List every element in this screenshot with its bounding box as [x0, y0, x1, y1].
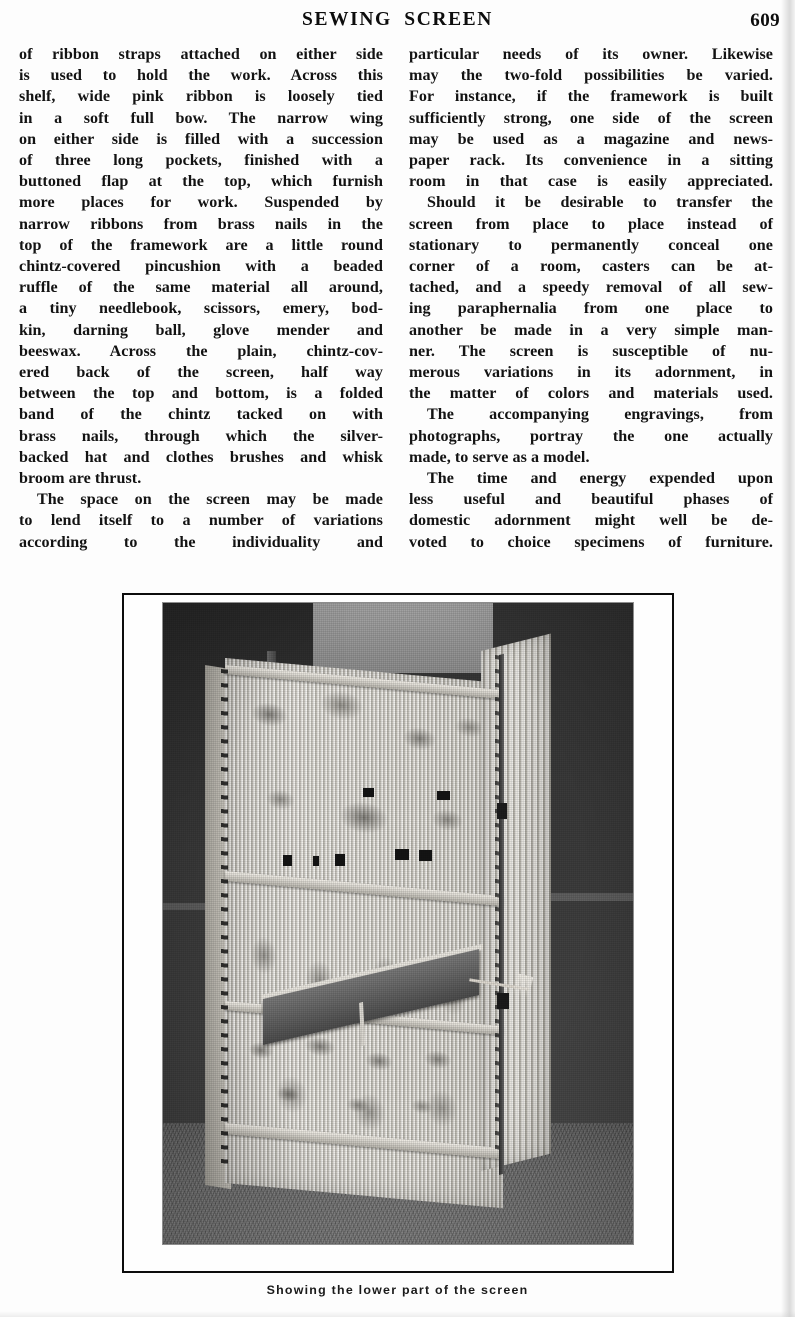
- text-column-right: [409, 44, 773, 553]
- text-line: The accompanying engravings, from: [427, 406, 773, 424]
- text-line: may the two-fold possibilities be varied.: [409, 67, 773, 85]
- text-line: less useful and beautiful phases of: [409, 491, 773, 509]
- text-line: corner of a room, casters can be at-: [409, 258, 773, 276]
- text-line: ruffle of the same material all around,: [19, 279, 383, 297]
- sewing-tool: [437, 791, 450, 800]
- screen-hinge-post: [499, 654, 504, 1175]
- text-line: merous variations in its adornment, in: [409, 364, 773, 382]
- sewing-screen-photograph: [162, 602, 634, 1245]
- text-line: brass nails, through which the silver-: [19, 427, 383, 445]
- text-line: domestic adornment might well be de-: [409, 512, 773, 530]
- text-line: voted to choice specimens of furniture.: [409, 533, 773, 551]
- text-line: sufficiently strong, one side of the screen: [409, 109, 773, 127]
- text-line: more places for work. Suspended by: [19, 194, 383, 212]
- text-line: narrow ribbons from brass nails in the: [19, 215, 383, 233]
- running-head: [0, 9, 795, 39]
- text-line: to lend itself to a number of variations: [19, 512, 383, 530]
- text-line: particular needs of its owner. Likewise: [409, 46, 773, 63]
- figure-caption: Showing the lower part of the screen: [266, 1283, 529, 1297]
- text-line: Should it be desirable to transfer the: [427, 194, 773, 212]
- text-line: of three long pockets, finished with a: [19, 152, 383, 170]
- text-line: kin, darning ball, glove mender and: [19, 321, 383, 339]
- text-line: a tiny needlebook, scissors, emery, bod-: [19, 300, 383, 318]
- sewing-tool: [283, 855, 292, 866]
- text-line: beeswax. Across the plain, chintz-cov-: [19, 342, 383, 360]
- text-line: made, to serve as a model.: [409, 448, 590, 466]
- text-line: another be made in a very simple man-: [409, 321, 773, 339]
- text-line: photographs, portray the one actually: [409, 427, 773, 445]
- hinge-block: [497, 803, 507, 819]
- text-line: the matter of colors and materials used.: [409, 385, 773, 403]
- text-line: backed hat and clothes brushes and whisk: [19, 448, 383, 466]
- text-line: according to the individuality and: [19, 533, 383, 551]
- text-line: band of the chintz tacked on with: [19, 406, 383, 424]
- text-line: may be used as a magazine and news-: [409, 130, 773, 148]
- text-line: in a soft full bow. The narrow wing: [19, 109, 383, 127]
- text-line: shelf, wide pink ribbon is loosely tied: [19, 88, 383, 106]
- text-line: ner. The screen is susceptible of nu-: [409, 342, 773, 360]
- brass-nail-row-left: [221, 669, 228, 1170]
- lower-panel-floral: [229, 1013, 497, 1152]
- sewing-tool: [335, 854, 345, 866]
- text-line: between the top and bottom, is a folded: [19, 385, 383, 403]
- text-line: on either side is filled with a succession: [19, 130, 383, 148]
- wall-panel: [313, 603, 493, 673]
- text-line: of ribbon straps attached on either side: [19, 46, 383, 63]
- text-line: broom are thrust.: [19, 470, 142, 488]
- text-line: The time and energy expended upon: [427, 470, 773, 488]
- text-line: paper rack. Its convenience in a sitting: [409, 152, 773, 170]
- text-line: screen from place to place instead of: [409, 215, 773, 233]
- scan-edge-bottom: [0, 1311, 795, 1317]
- sewing-tool: [419, 850, 432, 861]
- text-line: buttoned flap at the top, which furnish: [19, 173, 383, 191]
- text-line: is used to hold the work. Across this: [19, 67, 383, 85]
- page-number: 609: [750, 10, 780, 31]
- text-line: top of the framework are a little round: [19, 236, 383, 254]
- sewing-tool: [313, 856, 319, 866]
- sewing-tool: [395, 849, 409, 860]
- hinge-block: [497, 993, 509, 1009]
- figure: [122, 593, 674, 1273]
- page-title: SEWING SCREEN: [302, 9, 493, 30]
- text-column-left: [19, 44, 383, 553]
- sewing-tool: [363, 788, 374, 797]
- text-line: The space on the screen may be made: [37, 491, 383, 509]
- text-line: ered back of the screen, half way: [19, 364, 383, 382]
- text-line: tached, and a speedy removal of all sew-: [409, 279, 773, 297]
- text-line: For instance, if the framework is built: [409, 88, 773, 106]
- text-line: chintz-covered pincushion with a beaded: [19, 258, 383, 276]
- scan-edge-right: [781, 0, 795, 1317]
- text-line: room in that case is easily appreciated.: [409, 173, 773, 191]
- text-line: ing paraphernalia from one place to: [409, 300, 773, 318]
- text-line: stationary to permanently conceal one: [409, 236, 773, 254]
